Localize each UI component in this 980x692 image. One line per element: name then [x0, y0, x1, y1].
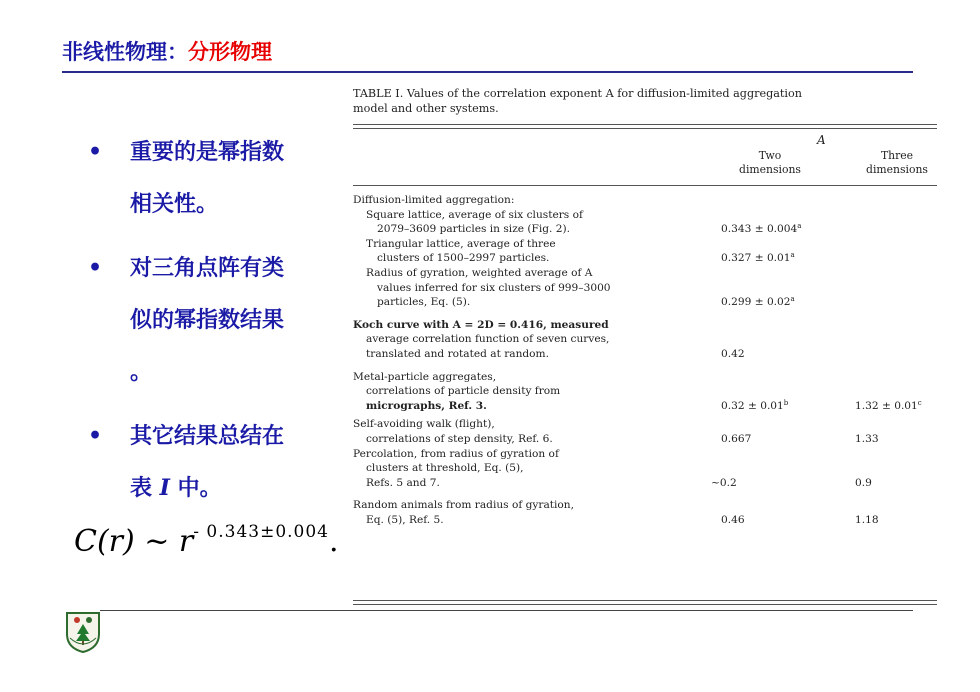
value-two-dim: [721, 251, 795, 266]
table-row: [353, 318, 937, 333]
caption-line-2: model and other systems.: [353, 102, 499, 115]
header-col3-line2: dimensions: [866, 163, 928, 176]
bullet-item-3: [88, 410, 338, 514]
table-header: [353, 129, 937, 186]
table-row: [353, 281, 937, 296]
table-row: [353, 399, 937, 414]
bullet-3-text-a: 表: [130, 475, 160, 501]
bullet-dot-icon: •: [88, 255, 103, 281]
table-row: [353, 237, 937, 252]
value-two-dim: 0.667: [721, 432, 752, 445]
slide-title: [62, 36, 272, 66]
header-three-dimensions: [855, 149, 939, 177]
row-text: micrographs, Ref. 3.: [366, 399, 487, 412]
bullet-item-2: [88, 242, 338, 398]
title-part-2: 分形物理: [188, 39, 272, 64]
header-col2-line2: dimensions: [739, 163, 801, 176]
table-group-dla: [353, 193, 937, 310]
row-text: Triangular lattice, average of three: [366, 237, 556, 250]
table-row: [353, 447, 937, 462]
row-text: Refs. 5 and 7.: [366, 476, 440, 489]
table-group-metal: [353, 370, 937, 414]
value-text: 0.343 ± 0.004: [721, 223, 798, 236]
value-text: 0.299 ± 0.02: [721, 296, 791, 309]
row-text: Radius of gyration, weighted average of A: [366, 266, 593, 279]
table-row: [353, 417, 937, 432]
bullet-dot-icon: •: [88, 139, 103, 165]
row-text: Square lattice, average of six clusters of: [366, 208, 583, 221]
footnote-mark: a: [790, 251, 795, 260]
bullet-3-line-2: [130, 462, 338, 514]
footnote-mark: a: [790, 295, 795, 304]
value-two-dim: ~0.2: [711, 476, 737, 489]
table-group-saw: [353, 417, 937, 446]
bullet-dot-icon: •: [88, 423, 103, 449]
table-group-animals: [353, 498, 937, 527]
footer-rule: [100, 610, 913, 611]
value-text: 1.32 ± 0.01: [855, 399, 918, 412]
header-col2-line1: Two: [758, 149, 782, 162]
formula-period: .: [329, 524, 339, 559]
table-row: [353, 476, 937, 491]
row-text: Percolation, from radius of gyration of: [353, 447, 559, 460]
bullet-2-line-1: 对三角点阵有类: [130, 255, 285, 281]
row-text: average correlation function of seven curves,: [366, 333, 610, 346]
table-row: [353, 461, 937, 476]
table-bottom-rule: [353, 600, 937, 605]
table-row: [353, 208, 937, 223]
value-three-dim: 1.18: [855, 513, 879, 526]
header-two-dimensions: [728, 149, 812, 177]
formula-exponent: - 0.343±0.004: [193, 522, 329, 542]
bullet-1-line-1: 重要的是幂指数: [130, 139, 285, 165]
row-text: correlations of particle density from: [366, 385, 561, 398]
value-text: 0.327 ± 0.01: [721, 252, 791, 265]
bullet-3-line-1: 其它结果总结在: [130, 423, 285, 449]
table-group-percolation: [353, 447, 937, 491]
table-caption: [353, 86, 937, 116]
table-row: [353, 432, 937, 447]
value-text: 0.32 ± 0.01: [721, 399, 784, 412]
row-text: Metal-particle aggregates,: [353, 370, 497, 383]
table-row: [353, 347, 937, 362]
bullet-list: [88, 126, 338, 526]
bullet-2-line-2: 似的幂指数结果: [130, 307, 285, 333]
table-row: [353, 370, 937, 385]
table-body: [353, 193, 937, 527]
value-two-dim: [721, 222, 801, 237]
row-text: Koch curve with A = 2D = 0.416, measured: [353, 318, 609, 331]
title-part-1: 非线性物理：: [62, 39, 188, 64]
table-row: [353, 384, 937, 399]
title-underline: [62, 71, 913, 73]
table-row: [353, 332, 937, 347]
value-two-dim: [721, 295, 795, 310]
bullet-3-table-ref: I: [159, 475, 170, 501]
footnote-mark: b: [783, 398, 789, 407]
row-text: Random animals from radius of gyration,: [353, 499, 574, 512]
row-text: particles, Eq. (5).: [377, 296, 471, 309]
table-row: [353, 266, 937, 281]
row-text: Eq. (5), Ref. 5.: [366, 513, 444, 526]
footnote-mark: c: [917, 398, 922, 407]
header-col3-line1: Three: [880, 149, 914, 162]
row-text: translated and rotated at random.: [366, 347, 549, 360]
value-three-dim: [855, 399, 922, 414]
caption-line-1: TABLE I. Values of the correlation exponent A for diffusion-limited aggregation: [353, 87, 802, 100]
table-row: [353, 251, 937, 266]
row-text: Self-avoiding walk (flight),: [353, 418, 495, 431]
power-law-formula: [74, 522, 339, 559]
table-row: [353, 498, 937, 513]
correlation-table: [353, 86, 937, 527]
value-two-dim: [721, 399, 788, 414]
bullet-1-line-2: 相关性。: [130, 191, 219, 217]
bullet-2-line-3: 。: [130, 359, 153, 385]
table-row: [353, 222, 937, 237]
bullet-3-text-c: 中。: [169, 475, 222, 501]
row-text: clusters of 1500–2997 particles.: [377, 252, 550, 265]
table-row: [353, 295, 937, 310]
value-three-dim: 0.9: [855, 476, 872, 489]
value-two-dim: 0.46: [721, 513, 745, 526]
footnote-mark: a: [797, 222, 802, 231]
value-two-dim: 0.42: [721, 347, 745, 360]
value-three-dim: 1.33: [855, 432, 879, 445]
header-exponent-a: A: [817, 133, 826, 147]
bullet-item-1: [88, 126, 338, 230]
table-group-koch: [353, 318, 937, 362]
university-crest-icon: [64, 610, 102, 654]
formula-lhs: C(r) ~ r: [74, 524, 194, 559]
row-text: correlations of step density, Ref. 6.: [366, 432, 553, 445]
row-text: values inferred for six clusters of 999–3000: [377, 281, 611, 294]
table-row: [353, 513, 937, 528]
table-row: [353, 193, 937, 208]
row-text: Diffusion-limited aggregation:: [353, 194, 515, 206]
row-text: 2079–3609 particles in size (Fig. 2).: [377, 223, 571, 236]
row-text: clusters at threshold, Eq. (5),: [366, 462, 524, 475]
